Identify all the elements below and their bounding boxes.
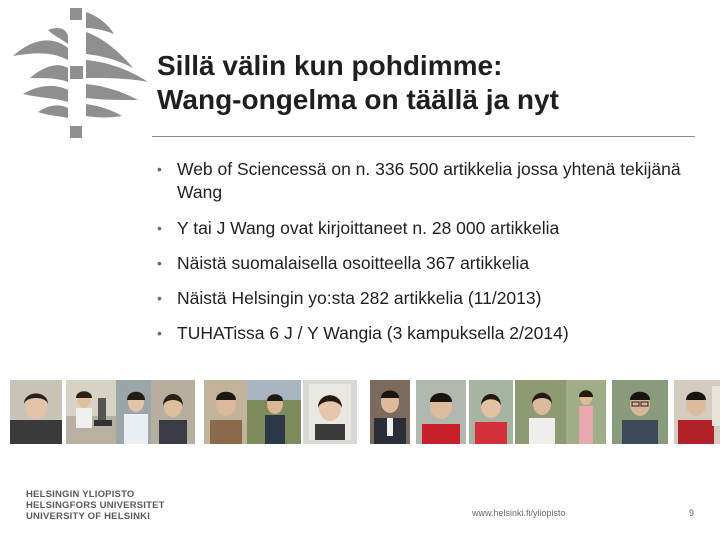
photo-man-red-shirt: [416, 380, 466, 444]
photo-man-outdoor: [247, 380, 301, 444]
bullet-item: [155, 252, 695, 275]
photo-woman-lab: [151, 380, 195, 444]
title-divider: [152, 136, 695, 137]
page-number: 9: [689, 508, 695, 518]
bullet-text: Näistä suomalaisella osoitteella 367 artikkelia: [177, 253, 530, 273]
photo-lab-researcher: [116, 380, 154, 444]
photo-man-glasses: [612, 380, 668, 444]
photo-woman-portrait-smile: [303, 380, 357, 444]
photo-woman-portrait: [10, 380, 62, 444]
helsinki-flame-logo-icon: [8, 8, 148, 140]
photo-strip: [10, 380, 720, 444]
photo-man-portrait: [204, 380, 248, 444]
photo-man-red-sweater: [674, 380, 720, 444]
bullet-dot-icon: •: [157, 290, 162, 306]
bullet-dot-icon: •: [157, 325, 162, 341]
title-line-1: Sillä välin kun pohdimme:: [157, 50, 503, 81]
bullet-text: Näistä Helsingin yo:sta 282 artikkelia (11/2013): [177, 288, 542, 308]
university-name-fi: HELSINGIN YLIOPISTO: [26, 489, 135, 500]
university-name-sv: HELSINGFORS UNIVERSITET: [26, 500, 165, 511]
bullet-text: Y tai J Wang ovat kirjoittaneet n. 28 000 artikkelia: [177, 218, 560, 238]
university-name: [26, 489, 165, 522]
bullet-text: Web of Sciencessä on n. 336 500 artikkelia jossa yhtenä tekijänä Wang: [177, 159, 681, 202]
bullet-item: [155, 158, 695, 204]
bullet-dot-icon: •: [157, 255, 162, 271]
bullet-item: [155, 217, 695, 240]
bullet-item: [155, 287, 695, 310]
bullet-item: [155, 322, 695, 345]
footer-url: www.helsinki.fi/yliopisto: [472, 508, 566, 518]
photo-woman-outdoor: [515, 380, 569, 444]
title-line-2: Wang-ongelma on täällä ja nyt: [157, 84, 559, 115]
photo-woman-red-shirt: [469, 380, 513, 444]
bullet-dot-icon: •: [157, 161, 162, 177]
bullet-list: [155, 158, 695, 345]
bullet-dot-icon: •: [157, 220, 162, 236]
bullet-text: TUHATissa 6 J / Y Wangia (3 kampuksella 2/2014): [177, 323, 569, 343]
university-name-en: UNIVERSITY OF HELSINKI: [26, 511, 151, 522]
photo-man-suit: [370, 380, 410, 444]
slide-title: [157, 49, 697, 117]
photo-woman-standing: [566, 380, 606, 444]
photo-lab-microscope: [66, 380, 118, 444]
